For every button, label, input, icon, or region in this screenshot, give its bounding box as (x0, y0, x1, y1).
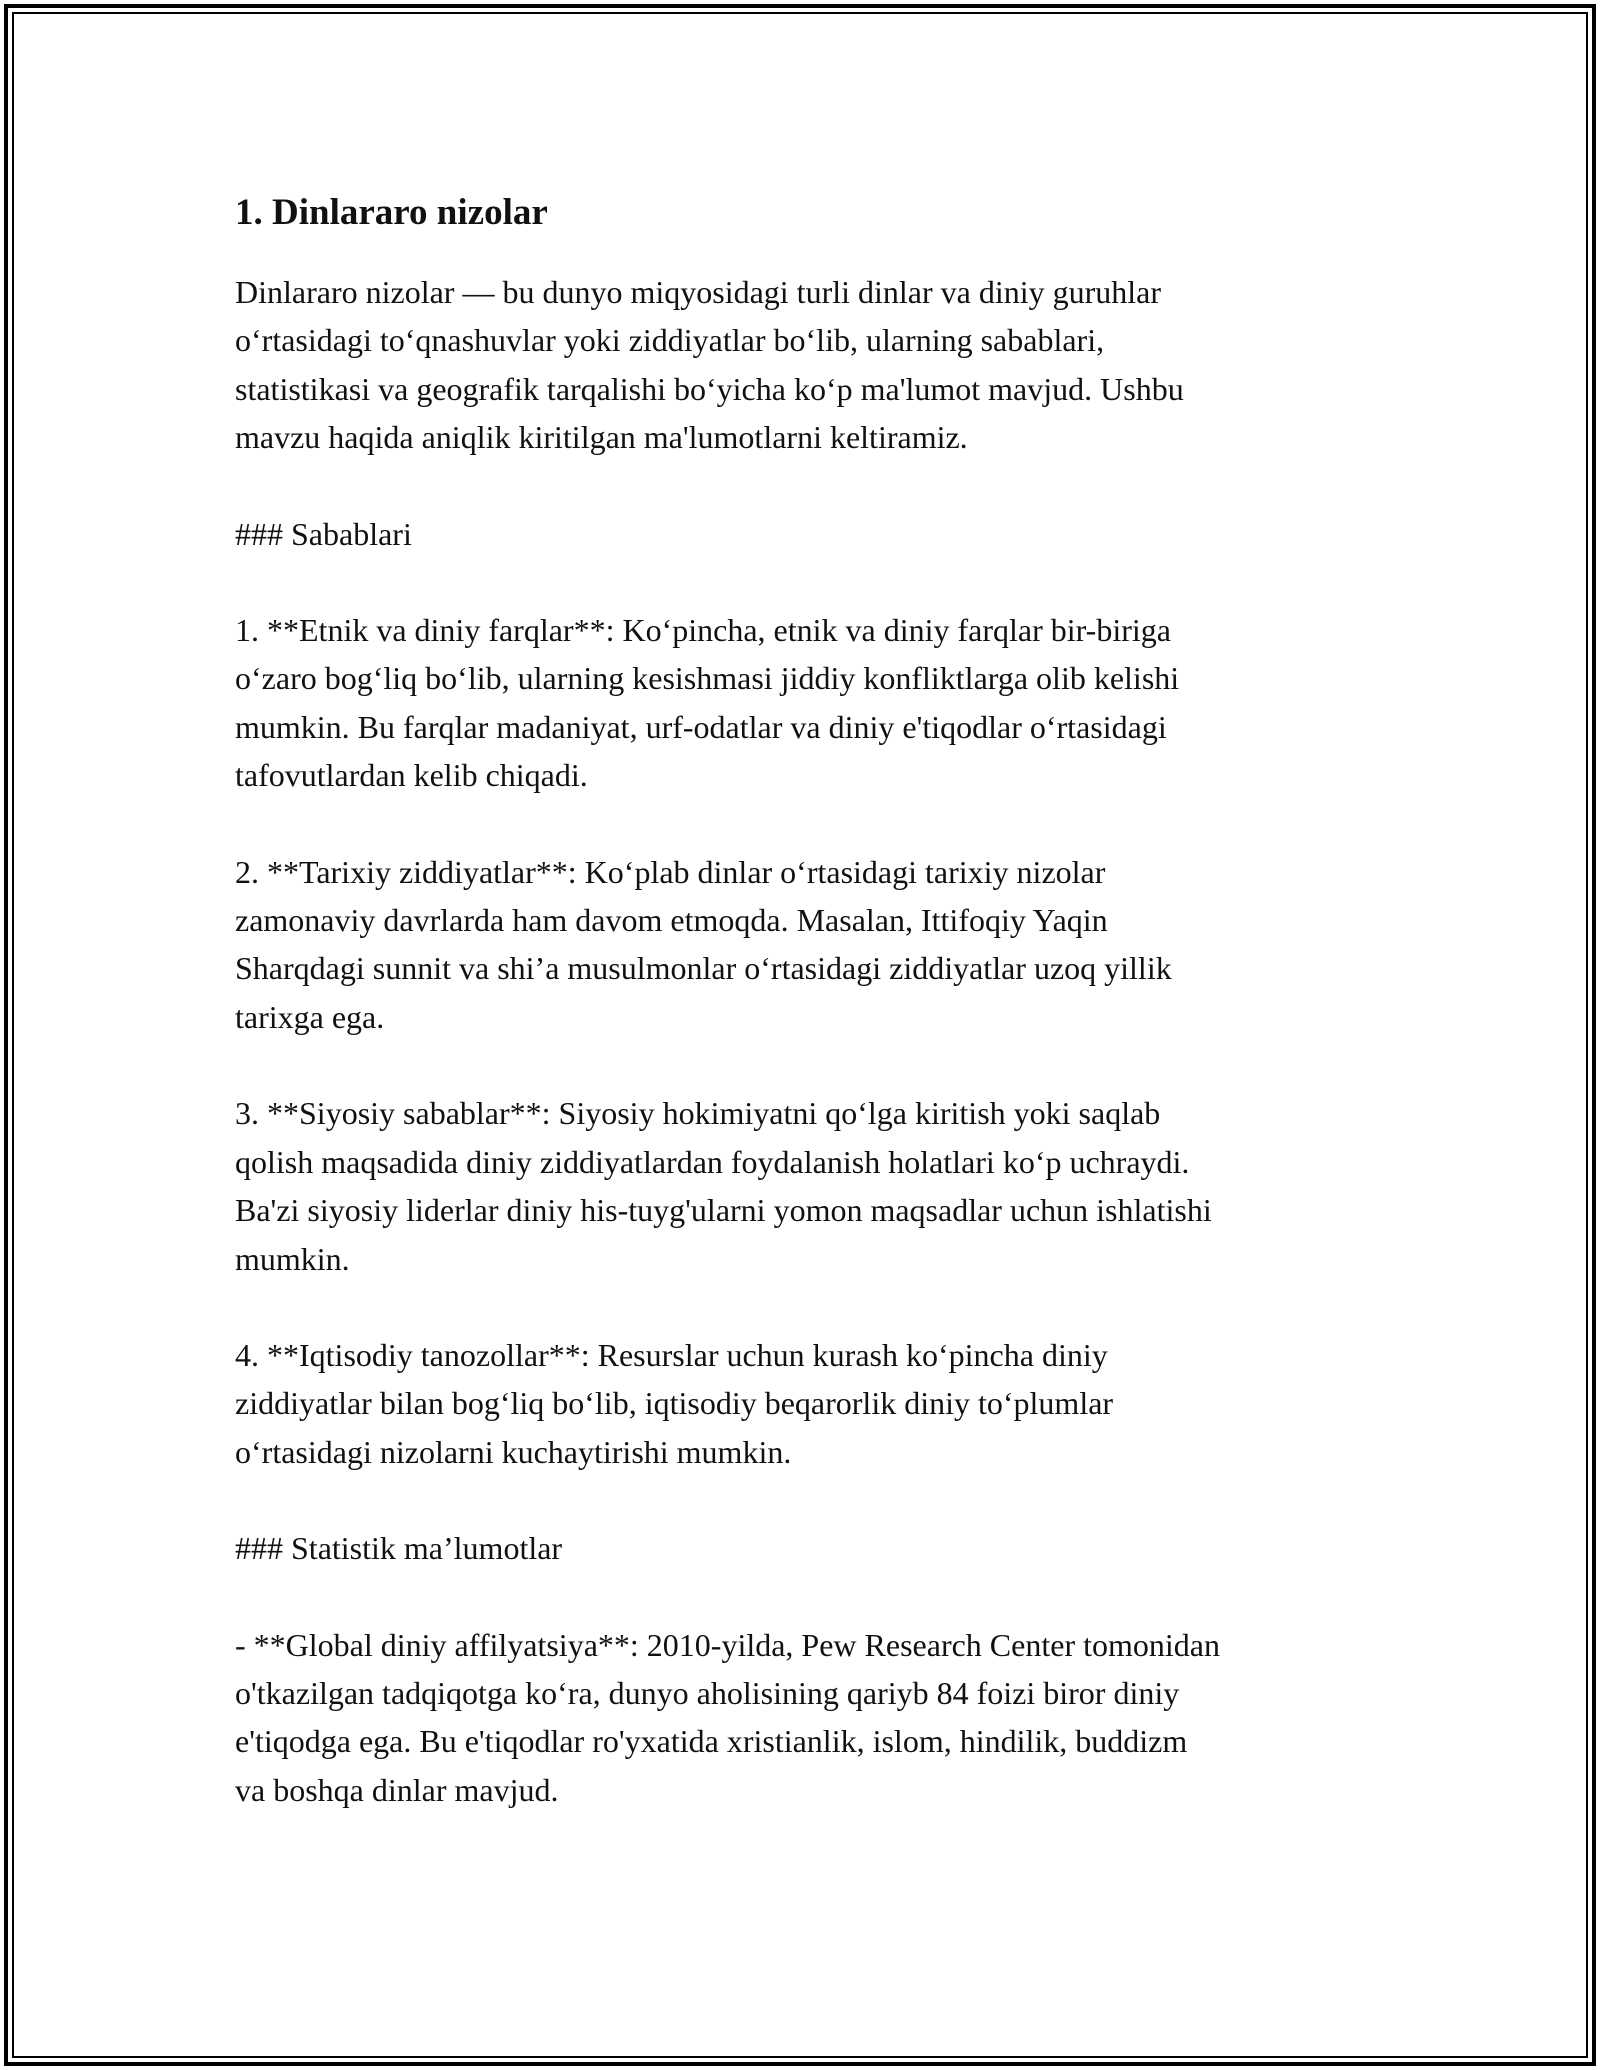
list-item-3 (235, 1089, 1395, 1283)
text-line: o‘zaro bog‘liq bo‘lib, ularning kesishmasi jiddiy konfliktlarga olib kelishi (235, 660, 1180, 697)
text-line: va boshqa dinlar mavjud. (235, 1771, 559, 1808)
text-line: mavzu haqida aniqlik kiritilgan ma'lumotlarni keltiramiz. (235, 419, 968, 456)
text-line: 4. **Iqtisodiy tanozollar**: Resurslar uchun kurash ko‘pincha diniy (235, 1336, 1108, 1373)
text-line: e'tiqodga ega. Bu e'tiqodlar ro'yxatida xristianlik, islom, hindilik, buddizm (235, 1723, 1188, 1760)
section-heading-sabablari (235, 510, 1395, 558)
list-item-2 (235, 848, 1395, 1042)
text-line: qolish maqsadida diniy ziddiyatlardan foydalanish holatlari ko‘p uchraydi. (235, 1143, 1190, 1180)
document-title: 1. Dinlararo nizolar (235, 192, 548, 233)
text-line: ### Statistik ma’lumotlar (235, 1530, 563, 1567)
text-line: o‘rtasidagi nizolarni kuchaytirishi mumkin. (235, 1433, 792, 1470)
text-line: mumkin. (235, 1240, 350, 1277)
text-line: o‘rtasidagi to‘qnashuvlar yoki ziddiyatlar bo‘lib, ularning sabablari, (235, 322, 1105, 359)
text-line: tafovutlardan kelib chiqadi. (235, 757, 588, 794)
text-line: Dinlararo nizolar — bu dunyo miqyosidagi turli dinlar va diniy guruhlar (235, 274, 1162, 310)
text-line: 3. **Siyosiy sabablar**: Siyosiy hokimiyatni qo‘lga kiritish yoki saqlab (235, 1095, 1161, 1132)
list-item-4 (235, 1331, 1395, 1476)
text-line: zamonaviy davrlarda ham davom etmoqda. Masalan, Ittifoqiy Yaqin (235, 902, 1108, 939)
text-line: mumkin. Bu farqlar madaniyat, urf-odatlar va diniy e'tiqodlar o‘rtasidagi (235, 708, 1167, 745)
text-line: Ba'zi siyosiy liderlar diniy his-tuyg'ularni yomon maqsadlar uchun ishlatishi (235, 1192, 1212, 1229)
text-line: statistikasi va geografik tarqalishi bo‘yicha ko‘p ma'lumot mavjud. Ushbu (235, 370, 1184, 407)
text-line: ziddiyatlar bilan bog‘liq bo‘lib, iqtisodiy beqarorlik diniy to‘plumlar (235, 1385, 1114, 1422)
document-page (235, 186, 1395, 1862)
bullet-item-global (235, 1621, 1395, 1815)
intro-paragraph (235, 268, 1395, 462)
text-line: - **Global diniy affilyatsiya**: 2010-yilda, Pew Research Center tomonidan (235, 1626, 1220, 1663)
list-item-1 (235, 606, 1395, 800)
text-line: 2. **Tarixiy ziddiyatlar**: Ko‘plab dinlar o‘rtasidagi tarixiy nizolar (235, 853, 1106, 890)
text-line: o'tkazilgan tadqiqotga ko‘ra, dunyo aholisining qariyb 84 foizi biror diniy (235, 1674, 1180, 1711)
section-heading-statistik (235, 1524, 1395, 1572)
text-line: 1. **Etnik va diniy farqlar**: Ko‘pincha, etnik va diniy farqlar bir-biriga (235, 612, 1171, 649)
text-line: ### Sabablari (235, 515, 412, 552)
text-line: Sharqdagi sunnit va shi’a musulmonlar o‘rtasidagi ziddiyatlar uzoq yillik (235, 950, 1172, 987)
document-body (235, 268, 1395, 1814)
text-line: tarixga ega. (235, 998, 385, 1035)
